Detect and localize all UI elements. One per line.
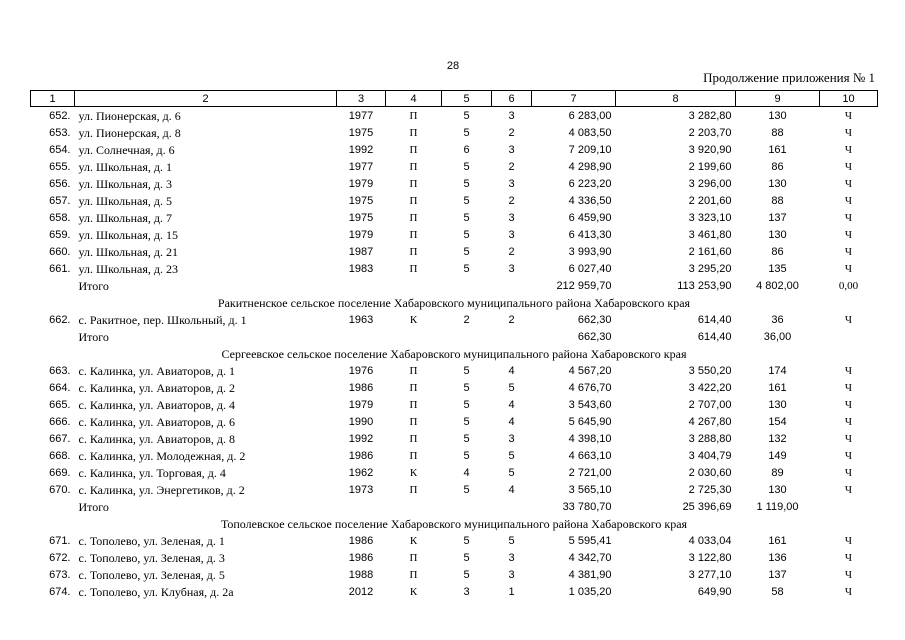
living-area-cell: 3 282,80: [688, 109, 732, 122]
entrances-cell: 2: [508, 245, 515, 258]
residents-cell: 130: [768, 177, 787, 190]
category-cell: Ч: [844, 449, 853, 462]
table-row: [31, 311, 878, 328]
row-number-cell: 660.: [49, 245, 71, 258]
address-cell: с. Калинка, ул. Авиаторов, д. 8: [78, 431, 235, 446]
total-residents-cell: 4 802,00: [756, 279, 799, 292]
table-row: [31, 464, 878, 481]
category-cell: Ч: [844, 432, 853, 445]
address-cell: с. Калинка, ул. Торговая, д. 4: [78, 465, 226, 480]
living-area-cell: 4 267,80: [688, 415, 732, 428]
category-cell: Ч: [844, 109, 853, 122]
table-row: [31, 481, 878, 498]
build-year-cell: 1977: [348, 109, 374, 122]
living-area-cell: 2 707,00: [688, 398, 732, 411]
floors-cell: 5: [463, 126, 470, 139]
address-cell: ул. Школьная, д. 15: [78, 227, 178, 242]
floors-cell: 5: [463, 449, 470, 462]
floors-cell: 5: [463, 432, 470, 445]
table-row: [31, 158, 878, 175]
build-year-cell: 1992: [348, 432, 374, 445]
table-row: [31, 243, 878, 260]
total-gap: [337, 328, 532, 345]
residents-cell: 149: [768, 449, 787, 462]
wall-material-cell: П: [409, 160, 418, 173]
housing-registry-table: [30, 90, 878, 600]
col-header-3: 3: [337, 91, 386, 107]
residents-cell: 132: [768, 432, 787, 445]
address-cell: ул. Школьная, д. 3: [78, 176, 172, 191]
living-area-cell: 614,40: [697, 313, 732, 326]
wall-material-cell: П: [409, 381, 418, 394]
entrances-cell: 2: [508, 313, 515, 326]
living-area-cell: 3 550,20: [688, 364, 732, 377]
floors-cell: 2: [463, 313, 470, 326]
total-area-cell: 4 567,20: [568, 364, 612, 377]
residents-cell: 86: [771, 245, 784, 258]
living-area-cell: 2 725,30: [688, 483, 732, 496]
entrances-cell: 3: [508, 432, 515, 445]
wall-material-cell: П: [409, 143, 418, 156]
entrances-cell: 4: [508, 415, 515, 428]
floors-cell: 5: [463, 483, 470, 496]
entrances-cell: 2: [508, 126, 515, 139]
table-row: [31, 413, 878, 430]
floors-cell: 5: [463, 534, 470, 547]
table-row: [31, 107, 878, 125]
floors-cell: 5: [463, 364, 470, 377]
build-year-cell: 1976: [348, 364, 374, 377]
build-year-cell: 1987: [348, 245, 374, 258]
address-cell: с. Калинка, ул. Авиаторов, д. 4: [78, 397, 235, 412]
row-number-cell: 661.: [49, 262, 71, 275]
total-area-cell: 662,30: [577, 330, 612, 343]
living-area-cell: 3 422,20: [688, 381, 732, 394]
living-area-cell: 2 203,70: [688, 126, 732, 139]
address-cell: ул. Школьная, д. 7: [78, 210, 172, 225]
wall-material-cell: П: [409, 364, 418, 377]
row-number-cell: 667.: [49, 432, 71, 445]
floors-cell: 5: [463, 262, 470, 275]
residents-cell: 88: [771, 194, 784, 207]
residents-cell: 161: [768, 143, 787, 156]
category-cell: Ч: [844, 160, 853, 173]
category-cell: Ч: [844, 177, 853, 190]
row-number-cell: 656.: [49, 177, 71, 190]
address-cell: с. Тополево, ул. Зеленая, д. 3: [78, 550, 225, 565]
total-area-cell: 5 645,90: [568, 415, 612, 428]
build-year-cell: 2012: [348, 585, 374, 598]
row-number-cell: 674.: [49, 585, 71, 598]
category-cell: Ч: [844, 585, 853, 598]
living-area-cell: 3 461,80: [688, 228, 732, 241]
section-heading: Ракитненское сельское поселение Хабаровского муниципального района Хабаровского края: [217, 295, 691, 310]
total-area-cell: 4 298,90: [568, 160, 612, 173]
build-year-cell: 1979: [348, 228, 374, 241]
table-row: [31, 260, 878, 277]
category-cell: Ч: [844, 534, 853, 547]
row-number-cell: 657.: [49, 194, 71, 207]
section-heading: Тополевское сельское поселение Хабаровского муниципального района Хабаровского края: [220, 516, 688, 531]
residents-cell: 161: [768, 381, 787, 394]
table-row: [31, 583, 878, 600]
table-row: [31, 549, 878, 566]
residents-cell: 58: [771, 585, 784, 598]
entrances-cell: 5: [508, 534, 515, 547]
wall-material-cell: П: [409, 177, 418, 190]
wall-material-cell: П: [409, 398, 418, 411]
category-cell: Ч: [844, 398, 853, 411]
col-header-4: 4: [386, 91, 442, 107]
living-area-cell: 2 030,60: [688, 466, 732, 479]
category-cell: Ч: [844, 415, 853, 428]
living-area-cell: 2 201,60: [688, 194, 732, 207]
wall-material-cell: П: [409, 568, 418, 581]
table-row: [31, 379, 878, 396]
category-cell: Ч: [844, 126, 853, 139]
category-cell: Ч: [844, 483, 853, 496]
total-area-cell: 5 595,41: [568, 534, 612, 547]
build-year-cell: 1988: [348, 568, 374, 581]
table-row: [31, 192, 878, 209]
living-area-cell: 649,90: [697, 585, 732, 598]
floors-cell: 5: [463, 568, 470, 581]
row-number-cell: 652.: [49, 109, 71, 122]
residents-cell: 130: [768, 398, 787, 411]
address-cell: ул. Пионерская, д. 6: [78, 108, 181, 123]
row-number-cell: 654.: [49, 143, 71, 156]
residents-cell: 174: [768, 364, 787, 377]
total-area-cell: 4 398,10: [568, 432, 612, 445]
section-heading: Сергеевское сельское поселение Хабаровского муниципального района Хабаровского края: [221, 346, 687, 361]
wall-material-cell: К: [409, 313, 418, 326]
table-row: [31, 396, 878, 413]
build-year-cell: 1962: [348, 466, 374, 479]
row-number-cell: 658.: [49, 211, 71, 224]
floors-cell: 5: [463, 109, 470, 122]
entrances-cell: 3: [508, 143, 515, 156]
entrances-cell: 3: [508, 551, 515, 564]
total-row: [31, 498, 878, 515]
address-cell: с. Калинка, ул. Авиаторов, д. 6: [78, 414, 235, 429]
category-cell: Ч: [844, 568, 853, 581]
build-year-cell: 1986: [348, 551, 374, 564]
continuation-note: Продолжение приложения № 1: [703, 70, 875, 85]
category-cell: Ч: [844, 466, 853, 479]
wall-material-cell: П: [409, 126, 418, 139]
entrances-cell: 3: [508, 568, 515, 581]
total-area-cell: 4 663,10: [568, 449, 612, 462]
living-area-cell: 3 296,00: [688, 177, 732, 190]
category-cell: Ч: [844, 313, 853, 326]
address-cell: ул. Пионерская, д. 8: [78, 125, 181, 140]
total-area-cell: 4 336,50: [568, 194, 612, 207]
total-living-cell: 113 253,90: [677, 279, 732, 292]
address-cell: с. Ракитное, пер. Школьный, д. 1: [78, 312, 247, 327]
floors-cell: 6: [463, 143, 470, 156]
address-cell: ул. Школьная, д. 23: [78, 261, 178, 276]
row-number-cell: 662.: [49, 313, 71, 326]
row-number-cell: 668.: [49, 449, 71, 462]
total-area-cell: 6 283,00: [568, 109, 612, 122]
entrances-cell: 5: [508, 466, 515, 479]
living-area-cell: 3 288,80: [688, 432, 732, 445]
total-area-cell: 7 209,10: [568, 143, 612, 156]
entrances-cell: 3: [508, 228, 515, 241]
wall-material-cell: П: [409, 211, 418, 224]
floors-cell: 5: [463, 160, 470, 173]
row-number-cell: 663.: [49, 364, 71, 377]
row-number-cell: 653.: [49, 126, 71, 139]
residents-cell: 136: [768, 551, 787, 564]
total-area-cell: 6 413,30: [568, 228, 612, 241]
floors-cell: 5: [463, 211, 470, 224]
wall-material-cell: П: [409, 262, 418, 275]
total-row: [31, 277, 878, 294]
category-cell: Ч: [844, 211, 853, 224]
wall-material-cell: П: [409, 483, 418, 496]
total-area-cell: 212 959,70: [556, 279, 612, 292]
address-cell: с. Калинка, ул. Молодежная, д. 2: [78, 448, 246, 463]
table-row: [31, 226, 878, 243]
col-header-7: 7: [532, 91, 616, 107]
table-body: [31, 107, 878, 601]
row-number-cell: 670.: [49, 483, 71, 496]
address-cell: ул. Школьная, д. 1: [78, 159, 172, 174]
row-number-cell: 666.: [49, 415, 71, 428]
wall-material-cell: К: [409, 585, 418, 598]
col-header-9: 9: [736, 91, 820, 107]
living-area-cell: 4 033,04: [688, 534, 732, 547]
col-header-1: 1: [31, 91, 75, 107]
total-label: Итого: [78, 329, 109, 344]
total-residents-cell: 1 119,00: [756, 500, 799, 513]
col-header-10: 10: [820, 91, 878, 107]
entrances-cell: 1: [508, 585, 515, 598]
residents-cell: 89: [771, 466, 784, 479]
table-row: [31, 175, 878, 192]
total-area-cell: 6 027,40: [568, 262, 612, 275]
wall-material-cell: К: [409, 466, 418, 479]
total-area-cell: 3 543,60: [568, 398, 612, 411]
entrances-cell: 4: [508, 398, 515, 411]
entrances-cell: 5: [508, 449, 515, 462]
address-cell: ул. Школьная, д. 5: [78, 193, 172, 208]
total-area-cell: 1 035,20: [568, 585, 612, 598]
floors-cell: 5: [463, 381, 470, 394]
row-number-cell: 669.: [49, 466, 71, 479]
category-cell: Ч: [844, 245, 853, 258]
table-row: [31, 430, 878, 447]
wall-material-cell: П: [409, 551, 418, 564]
living-area-cell: 2 199,60: [688, 160, 732, 173]
floors-cell: 5: [463, 245, 470, 258]
living-area-cell: 3 295,20: [688, 262, 732, 275]
build-year-cell: 1986: [348, 381, 374, 394]
row-number-cell: 655.: [49, 160, 71, 173]
residents-cell: 130: [768, 228, 787, 241]
entrances-cell: 5: [508, 381, 515, 394]
total-area-cell: 6 459,90: [568, 211, 612, 224]
total-living-cell: 25 396,69: [682, 500, 732, 513]
table-row: [31, 362, 878, 379]
col-header-5: 5: [442, 91, 492, 107]
address-cell: с. Тополево, ул. Зеленая, д. 1: [78, 533, 225, 548]
residents-cell: 137: [768, 568, 787, 581]
floors-cell: 5: [463, 177, 470, 190]
floors-cell: 4: [463, 466, 470, 479]
entrances-cell: 2: [508, 160, 515, 173]
total-spacer: [31, 277, 75, 294]
total-area-cell: 4 676,70: [568, 381, 612, 394]
total-area-cell: 3 993,90: [568, 245, 612, 258]
entrances-cell: 4: [508, 483, 515, 496]
total-category-cell: [820, 498, 878, 515]
row-number-cell: 672.: [49, 551, 71, 564]
category-cell: Ч: [844, 194, 853, 207]
table-row: [31, 141, 878, 158]
floors-cell: 5: [463, 551, 470, 564]
floors-cell: 5: [463, 228, 470, 241]
address-cell: с. Калинка, ул. Авиаторов, д. 1: [78, 363, 235, 378]
build-year-cell: 1977: [348, 160, 374, 173]
header-row: [31, 91, 878, 107]
row-number-cell: 673.: [49, 568, 71, 581]
table-row: [31, 124, 878, 141]
floors-cell: 5: [463, 415, 470, 428]
residents-cell: 88: [771, 126, 784, 139]
build-year-cell: 1975: [348, 194, 374, 207]
category-cell: Ч: [844, 143, 853, 156]
residents-cell: 154: [768, 415, 787, 428]
section-heading-row: [31, 294, 878, 311]
row-number-cell: 659.: [49, 228, 71, 241]
residents-cell: 130: [768, 483, 787, 496]
total-row: [31, 328, 878, 345]
residents-cell: 36: [771, 313, 784, 326]
wall-material-cell: П: [409, 245, 418, 258]
build-year-cell: 1973: [348, 483, 374, 496]
col-header-6: 6: [492, 91, 532, 107]
residents-cell: 161: [768, 534, 787, 547]
address-cell: ул. Школьная, д. 21: [78, 244, 178, 259]
page-number: 28: [446, 60, 460, 72]
table-row: [31, 532, 878, 549]
address-cell: с. Тополево, ул. Клубная, д. 2а: [78, 584, 234, 599]
row-number-cell: 671.: [49, 534, 71, 547]
category-cell: Ч: [844, 381, 853, 394]
living-area-cell: 3 323,10: [688, 211, 732, 224]
section-heading-row: [31, 515, 878, 532]
table-row: [31, 447, 878, 464]
wall-material-cell: П: [409, 228, 418, 241]
entrances-cell: 3: [508, 109, 515, 122]
wall-material-cell: П: [409, 432, 418, 445]
total-area-cell: 4 083,50: [568, 126, 612, 139]
total-spacer: [31, 328, 75, 345]
build-year-cell: 1983: [348, 262, 374, 275]
residents-cell: 86: [771, 160, 784, 173]
total-category-cell: 0,00: [838, 279, 859, 292]
total-spacer: [31, 498, 75, 515]
build-year-cell: 1979: [348, 177, 374, 190]
floors-cell: 5: [463, 398, 470, 411]
total-area-cell: 6 223,20: [568, 177, 612, 190]
category-cell: Ч: [844, 228, 853, 241]
section-heading-row: [31, 345, 878, 362]
living-area-cell: 3 277,10: [688, 568, 732, 581]
address-cell: ул. Солнечная, д. 6: [78, 142, 175, 157]
wall-material-cell: П: [409, 194, 418, 207]
row-number-cell: 664.: [49, 381, 71, 394]
col-header-8: 8: [616, 91, 736, 107]
entrances-cell: 2: [508, 194, 515, 207]
total-label: Итого: [78, 499, 109, 514]
category-cell: Ч: [844, 364, 853, 377]
total-residents-cell: 36,00: [763, 330, 792, 343]
total-category-cell: [820, 328, 878, 345]
total-gap: [337, 498, 532, 515]
wall-material-cell: П: [409, 415, 418, 428]
entrances-cell: 3: [508, 262, 515, 275]
total-area-cell: 33 780,70: [562, 500, 612, 513]
entrances-cell: 3: [508, 177, 515, 190]
build-year-cell: 1990: [348, 415, 374, 428]
build-year-cell: 1992: [348, 143, 374, 156]
build-year-cell: 1975: [348, 126, 374, 139]
col-header-2: 2: [75, 91, 337, 107]
build-year-cell: 1979: [348, 398, 374, 411]
residents-cell: 137: [768, 211, 787, 224]
build-year-cell: 1963: [348, 313, 374, 326]
build-year-cell: 1986: [348, 534, 374, 547]
address-cell: с. Калинка, ул. Энергетиков, д. 2: [78, 482, 245, 497]
address-cell: с. Калинка, ул. Авиаторов, д. 2: [78, 380, 235, 395]
floors-cell: 3: [463, 585, 470, 598]
wall-material-cell: П: [409, 109, 418, 122]
build-year-cell: 1975: [348, 211, 374, 224]
total-area-cell: 3 565,10: [568, 483, 612, 496]
row-number-cell: 665.: [49, 398, 71, 411]
total-gap: [337, 277, 532, 294]
total-area-cell: 4 342,70: [568, 551, 612, 564]
build-year-cell: 1986: [348, 449, 374, 462]
total-area-cell: 662,30: [577, 313, 612, 326]
living-area-cell: 3 920,90: [688, 143, 732, 156]
total-label: Итого: [78, 278, 109, 293]
address-cell: с. Тополево, ул. Зеленая, д. 5: [78, 567, 225, 582]
wall-material-cell: К: [409, 534, 418, 547]
category-cell: Ч: [844, 551, 853, 564]
floors-cell: 5: [463, 194, 470, 207]
residents-cell: 130: [768, 109, 787, 122]
entrances-cell: 3: [508, 211, 515, 224]
living-area-cell: 2 161,60: [688, 245, 732, 258]
living-area-cell: 3 404,79: [688, 449, 732, 462]
wall-material-cell: П: [409, 449, 418, 462]
table-row: [31, 566, 878, 583]
residents-cell: 135: [768, 262, 787, 275]
entrances-cell: 4: [508, 364, 515, 377]
table-row: [31, 209, 878, 226]
total-area-cell: 2 721,00: [568, 466, 612, 479]
total-living-cell: 614,40: [697, 330, 732, 343]
total-area-cell: 4 381,90: [568, 568, 612, 581]
category-cell: Ч: [844, 262, 853, 275]
living-area-cell: 3 122,80: [688, 551, 732, 564]
